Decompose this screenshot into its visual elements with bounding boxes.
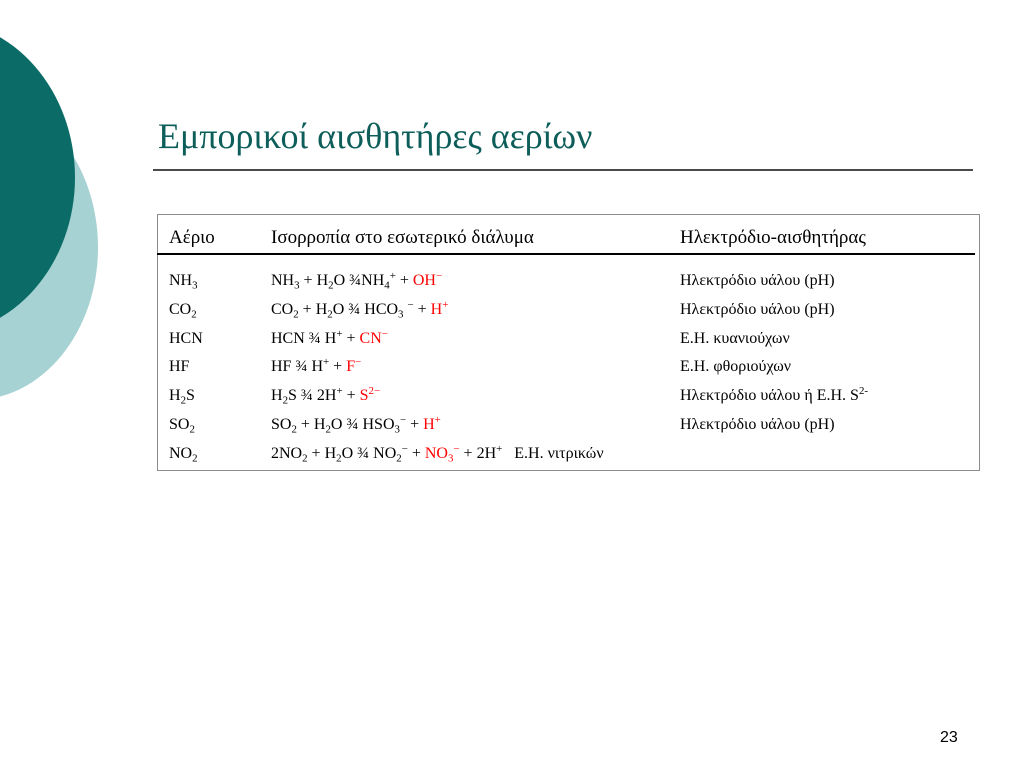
title-underline bbox=[153, 169, 973, 171]
equilibrium-hcn: HCN ¾ H+ + CN− bbox=[271, 328, 388, 347]
electrode-so2: Ηλεκτρόδιο υάλου (pH) bbox=[680, 416, 835, 433]
electrode-hf: Ε.Η. φθοριούχων bbox=[680, 358, 791, 375]
gas-hcn: HCN bbox=[169, 330, 203, 347]
header-gas: Αέριο bbox=[169, 227, 215, 248]
electrode-co2: Ηλεκτρόδιο υάλου (pH) bbox=[680, 301, 835, 318]
equilibrium-hf: HF ¾ H+ + F− bbox=[271, 356, 362, 375]
electrode-no2: Ε.Η. νιτρικών bbox=[514, 445, 604, 462]
gas-co2: $CO_2$ bbox=[169, 301, 197, 321]
header-rule bbox=[157, 253, 975, 255]
gas-h2s: $H_2S$ bbox=[169, 387, 195, 407]
slide-title: Εμπορικοί αισθητήρες αερίων bbox=[158, 116, 593, 156]
page-number: 23 bbox=[940, 729, 958, 746]
equilibrium-no2: $2NO_2 + H_2O$ ¾ $NO_2^- + NO_3^- + 2H^+$ Ε.Η. νιτρικών bbox=[271, 443, 604, 465]
electrode-h2s: Ηλεκτρόδιο υάλου ή Ε.Η. $S^{2-}$ bbox=[680, 385, 868, 404]
equilibrium-so2: $SO_2 + H_2O$ ¾ $HSO_3^- + H^+$ bbox=[271, 414, 441, 436]
electrode-hcn: Ε.Η. κυανιούχων bbox=[680, 330, 790, 347]
electrode-nh3: Ηλεκτρόδιο υάλου (pH) bbox=[680, 272, 835, 289]
header-electrode: Ηλεκτρόδιο-αισθητήρας bbox=[680, 227, 866, 248]
gas-no2: $NO_2$ bbox=[169, 445, 198, 465]
gas-hf: HF bbox=[169, 358, 190, 375]
equilibrium-co2: $CO_2 + H_2O$ ¾ $HCO_3$ − + H+ bbox=[271, 299, 449, 321]
gas-nh3: $NH_3$ bbox=[169, 272, 198, 292]
equilibrium-nh3: $NH_3 + H_2O$ $\frac{3}{4}NH_4^+ + OH^-$ bbox=[271, 270, 443, 292]
header-equilibrium: Ισορροπία στο εσωτερικό διάλυμα bbox=[271, 227, 534, 248]
gas-so2: $SO_2$ bbox=[169, 416, 195, 436]
equilibrium-h2s: $H_2S$ ¾ $2H^+ + S^{2-}$ bbox=[271, 385, 381, 407]
